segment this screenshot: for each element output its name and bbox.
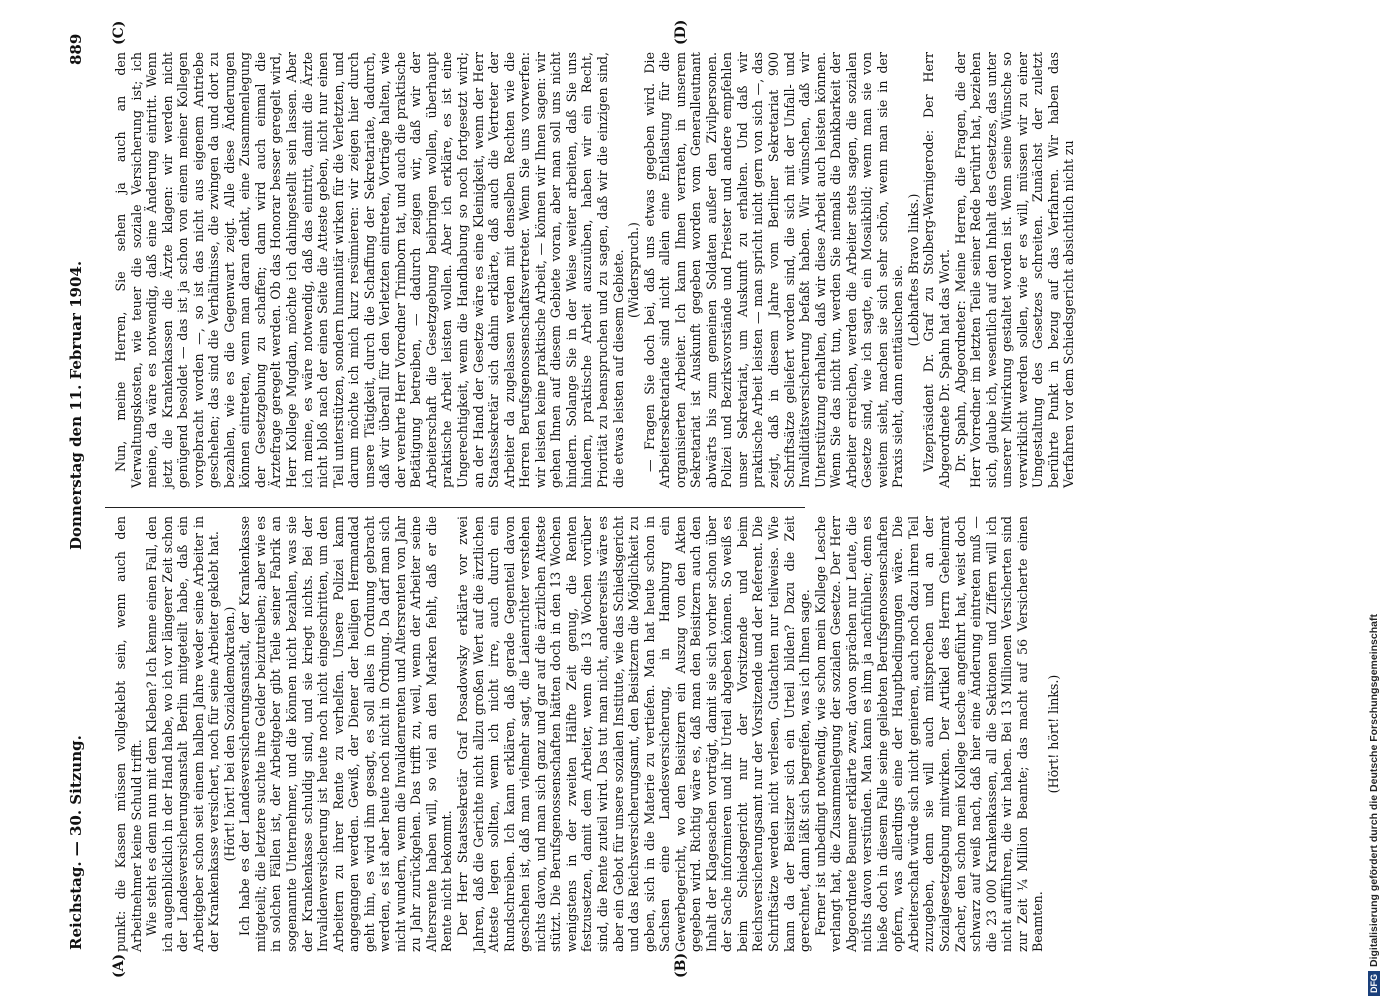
paragraph: Ferner ist unbedingt notwendig, wie schon mein Kollege Lesche verlangt hat, die Zusammenlegung der sozialen Gesetze. Der Herr Abgeordnete Beumer erklärte zwar, davon sprächen nur Leute, die nichts davon verstünden. Man kann es ihm ja nachfühlen; denn es hieße doch in diesem Falle seine geliebten Berufsgenossenschaften opfern, was allerdings eine der Hauptbedingungen wäre. Die Arbeiterschaft würde sich nicht genieren, auch noch dazu ihren Teil zuzugeben, denn sie will auch mitsprechen und an der Sozialgesetzgebung mitwirken. Der Artikel des Herrn Geheimrat Zacher, den schon mein Kollege Lesche angeführt hat, weist doch schwarz auf weiß nach, daß hier eine Änderung eintreten muß — die 23 000 Krankenkassen, all die Sektionen und Ziffern will ich nicht aufführen, die wir haben. Bei 13 Millionen Versicherten sind zur Zeit ¼ Million Beamte; das macht auf 56 Versicherte einen Beamten. [812, 516, 1046, 952]
paragraph: Ich habe es der Landesversicherungsanstalt, der Krankenkasse mitgeteilt; die letztere suchte ihre Gelder beizutreiben; aber wie es in solchen Fällen ist, der Arbeitgeber gibt Teile seiner Fabrik an sogenannte Unternehmer, und die können nicht bezahlen, was sie der Krankenkasse schuldig sind, und sie kriegt nichts. Bei der Invalidenversicherung ist heute noch nicht eingeschritten, um den Arbeitern zu ihrer Rente zu verhelfen. Unsere Polizei kann angegangen werden. Gewiß, der Diener der heiligen Hermandad geht hin, es wird ihm gesagt, es soll alles in Ordnung gebracht werden, es ist aber heute noch nicht in Ordnung. Da darf man sich nicht wundern, wenn die Invalidenrenten und Altersrenten von Jahr zu Jahr zurückgehen. Das trifft zu, weil, wenn der Arbeiter seine Altersrente haben will, so viel an den Marken fehlt, daß er die Rente nicht bekommt. [237, 516, 455, 952]
speaker-intro: Vizepräsident Dr. Graf zu Stolberg-Wernigerode: Der Herr Abgeordnete Dr. Spahn hat das Wort. [921, 52, 952, 488]
interjection: (Lebhaftes Bravo links.) [905, 193, 921, 347]
interjection: (Hört! hört! links.) [1045, 674, 1061, 794]
margin-mark-a: (A) [111, 953, 127, 978]
margin-mark-d: (D) [673, 19, 689, 45]
page-header [67, 30, 91, 970]
header-date: Donnerstag den 11. Februar 1904. [67, 260, 85, 550]
paragraph: — Fragen Sie doch bei, daß uns etwas gegeben wird. Die Arbeitersekretariate sind nicht allein eine Entlastung für die organisierten Arbeiter. Ich kann Ihnen verraten, in unserem Sekretariat ist Auskunft gegeben worden vom Generalleutnant abwärts bis zum gemeinen Soldaten außer den Zivilpersonen. Polizei und Bezirksvorstände und Priester und andere empfehlen unser Sekretariat, um Auskunft zu erhalten. Und daß wir praktische Arbeit leisten — man spricht nicht gern von sich —, das zeigt, daß in diesem Jahre vom Berliner Sekretariat 900 Schriftsätze geliefert worden sind, die sich mit der Unfall- und Invaliditätsversicherung befaßt haben. Wir wünschen, daß wir Unterstützung erhalten, daß wir diese Arbeit auch leisten können. Wenn Sie das nicht tun, werden Sie niemals die Dankbarkeit der Arbeiter erreichen, werden die Arbeiter stets sagen, die sozialen Gesetze sind, wie ich sagte, ein Mosaikbild; wenn man sie von weitem sieht, machen sie sich sehr schön, wenn man sie in der Praxis sieht, dann enttäuschen sie. [641, 52, 906, 488]
column-divider [105, 507, 805, 508]
credit-line: Digitalisierung gefördert durch die Deutsche Forschungsgemeinschaft [1368, 614, 1380, 967]
header-left: Reichstag. — 30. Sitzung. [67, 735, 85, 950]
paragraph: Der Herr Staatssekretär Graf Posadowsky erklärte vor zwei Jahren, daß die Gerichte nicht allzu großen Wert auf die ärztlichen Atteste legen sollten, wenn ich nicht irre, auch durch ein Rundschreiben. Ich kann erklären, daß gerade Gegenteil davon geschehen ist, daß man vielmehr sagt, die Laienrichter verstehen nichts davon, und man sich ganz und gar auf die ärztlichen Atteste stützt. Die Berufsgenossenschaften hätten doch in den 13 Wochen wenigstens in der zweiten Hälfte Zeit genug, die Renten festzusetzen, damit dem Arbeiter, wenn die 13 Wochen vorüber sind, die Rente zuteil wird. Das tut man nicht, andererseits wäre es aber ein Gebot für unsere sozialen Institute, wie das Schiedsgericht und das Reichsversicherungsamt, den Beisitzern die Möglichkeit zu geben, sich in die Materie zu vertiefen. Man hat heute schon in Sachsen eine Landesversicherung, in Hamburg ein Gewerbegericht, wo den Beisitzern ein Auszug von den Akten gegeben wird. Richtig wäre es, daß man den Beisitzern auch den Inhalt der Klagesachen vorträgt, damit sie sich vorher schon über der Sache informieren und ihr Urteil abgeben können. So weiß es beim Schiedsgericht nur der Vorsitzende und beim Reichsversicherungsamt nur der Vorsitzende und der Referent. Die Schriftsätze werden nicht verlesen, Gutachten nur teilweise. Wie kann da der Beisitzer sich ein Urteil bilden? Dazu die Zeit gerechnet, dann läßt sich begreifen, was ich Ihnen sage. [455, 516, 813, 952]
paragraph: Wie steht es denn nun mit dem Kleben? Ich kenne einen Fall, den ich augenblicklich in der Hand habe, wo ich vor längerer Zeit schon der Landesversicherungsanstalt Berlin mitgeteilt habe, daß ein Arbeitgeber schon seit einem halben Jahre weder seine Arbeiter in der Krankenkasse versichert, noch für seine Arbeiter geklebt hat. [144, 516, 222, 952]
newspaper-page [45, 19, 1335, 978]
side-credit-text [1365, 4, 1383, 996]
side-credit [1365, 4, 1383, 996]
margin-mark-b: (B) [673, 952, 689, 978]
page-number: 889 [67, 33, 85, 65]
right-column [113, 52, 1077, 488]
margin-mark-c: (C) [111, 20, 127, 45]
interjection: (Hört! hört! bei den Sozialdemokraten.) [221, 606, 237, 862]
paragraph: Dr. Spahn, Abgeordneter: Meine Herren, die Fragen, die der Herr Vorredner im letzten Teile seiner Rede berührt hat, beziehen sich, glaube ich, wesentlich auf den Inhalt des Gesetzes, das unter unserer Mitwirkung gestaltet worden ist. Wenn seine Wünsche so verwirklicht werden sollen, wie er es will, müssen wir zu einer Umgestaltung des Gesetzes schreiten. Zunächst der zuletzt berührte Punkt in bezug auf das Verfahren. Wir haben das Verfahren vor dem Schiedsgericht absichtlich nicht zu [952, 52, 1077, 488]
paragraph: punkt: die Kassen müssen vollgeklebt sein, wenn auch den Arbeitnehmer keine Schuld trifft. [113, 516, 144, 952]
paragraph: Nun, meine Herren, Sie sehen ja auch an den Verwaltungskosten, wie teuer die soziale Versicherung ist; ich meine, da wäre es notwendig, daß eine Änderung eintritt. Wenn jetzt die Krankenkassen die Ärzte klagen: wir werden nicht genügend besoldet — das ist ja schon von einem meiner Kollegen vorgebracht worden —, so ist das nicht aus eigenem Antriebe geschehen; das sind die Verhältnisse, die zwingen da und dort zu bezahlen, wie es die Gegenwart zeigt. Alle diese Änderungen können eintreten, wenn man daran denkt, eine Zusammenlegung der Gesetzgebung zu schaffen; dann wird auch einmal die Ärztefrage geregelt werden. Ob das Honorar besser geregelt wird, Herr Kollege Mugdan, möchte ich dahingestellt sein lassen. Aber ich meine, es wäre notwendig, daß das eintritt, damit die Ärzte nicht bloß nach der einen Seite die Atteste geben, nicht nur einen Teil unterstützen, sondern humanitär wirken für die Verletzten, und darum möchte ich mich kurz resümieren: wir zeigen hier durch unsere Tätigkeit, durch die Schaffung der Sekretariate, dadurch, daß wir überall für den Verletzten eintreten, Vorträge halten, wie der verehrte Herr Vorredner Trimborn tat, und auch die praktische Betätigung betreiben, — dadurch zeigen wir, daß wir der Arbeiterschaft die Gesetzgebung beibringen wollen, überhaupt praktische Arbeit leisten wollen. Aber ich erkläre, es ist eine Ungerechtigkeit, wenn die Handhabung so noch fortgesetzt wird; an der Hand der Gesetze wäre es eine Kleinigkeit, wenn der Herr Staatssekretär sich dahin erklärte, daß auch die Vertreter der Arbeiter da zugelassen werden mit denselben Rechten wie die Herren Berufsgenossenschaftsvertreter. Wenn Sie uns vorwerfen: wir leisten keine praktische Arbeit, — können wir Ihnen sagen: wir gehen Ihnen auf diesem Gebiete voran, aber man soll uns nicht hindern. Solange Sie in der Weise weiter arbeiten, daß Sie uns hindern, praktische Arbeit auszuüben, haben wir ein Recht, Priorität zu beanspruchen und zu sagen, daß wir die einzigen sind, die etwas leisten auf diesem Gebiete. [113, 52, 626, 488]
interjection: (Widerspruch.) [626, 222, 642, 318]
left-column [113, 516, 1061, 952]
dfg-logo: DFG [1368, 971, 1380, 996]
